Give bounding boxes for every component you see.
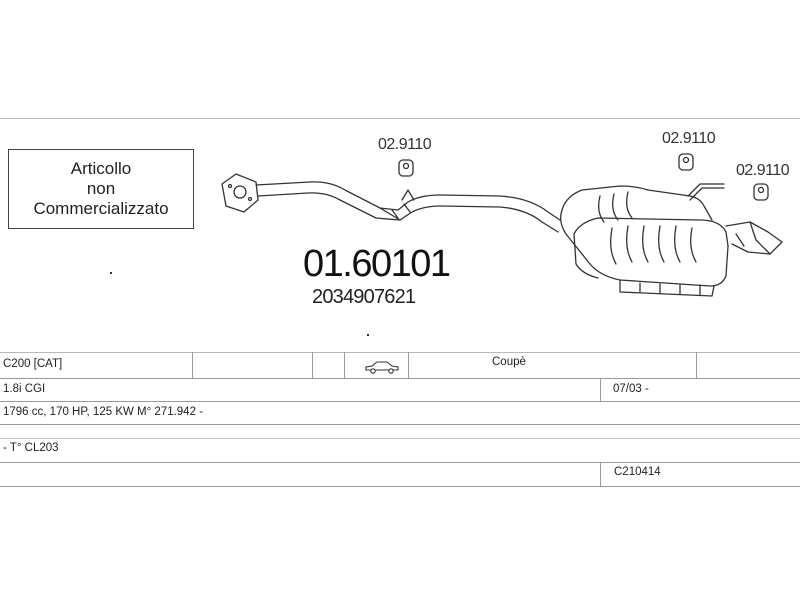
table-line [0, 378, 800, 379]
col-sep [696, 352, 697, 378]
car-coupe-icon [364, 360, 400, 379]
hanger-right [754, 184, 768, 200]
col-sep [408, 352, 409, 378]
table-line [0, 401, 800, 402]
rear-muffler [561, 184, 728, 296]
table-line [0, 462, 800, 463]
tailpipe [726, 222, 782, 254]
table-line [0, 424, 800, 425]
front-flange [222, 174, 258, 212]
stray-dot [110, 272, 112, 274]
hanger-right-code: 02.9110 [736, 162, 790, 179]
col-sep [312, 352, 313, 378]
reference-cell: C210414 [614, 466, 661, 478]
table-line [0, 438, 800, 439]
engine-cell: 1.8i CGI [3, 383, 46, 395]
model-cell: C200 [CAT] [3, 358, 63, 370]
table-top-line [0, 352, 800, 353]
col-sep [192, 352, 193, 378]
type-cell: - T° CL203 [3, 442, 59, 454]
table-line [0, 486, 800, 487]
date-cell: 07/03 - [613, 383, 649, 395]
notice-line-3: Commercializzato [33, 199, 169, 218]
hanger-mid [679, 154, 693, 170]
part-number: 01.60101 [303, 243, 450, 285]
notice-line-2: non [86, 179, 116, 198]
oem-number: 2034907621 [312, 286, 416, 308]
col-sep [600, 462, 601, 486]
stray-dot [367, 334, 369, 336]
hanger-left-code: 02.9110 [378, 136, 432, 153]
specs-cell: 1796 cc, 170 HP, 125 KW M° 271.942 - [3, 406, 204, 418]
notice-line-1: Articollo [70, 159, 132, 178]
body-type-cell: Coupè [492, 356, 526, 368]
col-sep [600, 378, 601, 401]
hanger-left [399, 160, 414, 200]
col-sep [344, 352, 345, 378]
hanger-mid-code: 02.9110 [662, 130, 716, 147]
